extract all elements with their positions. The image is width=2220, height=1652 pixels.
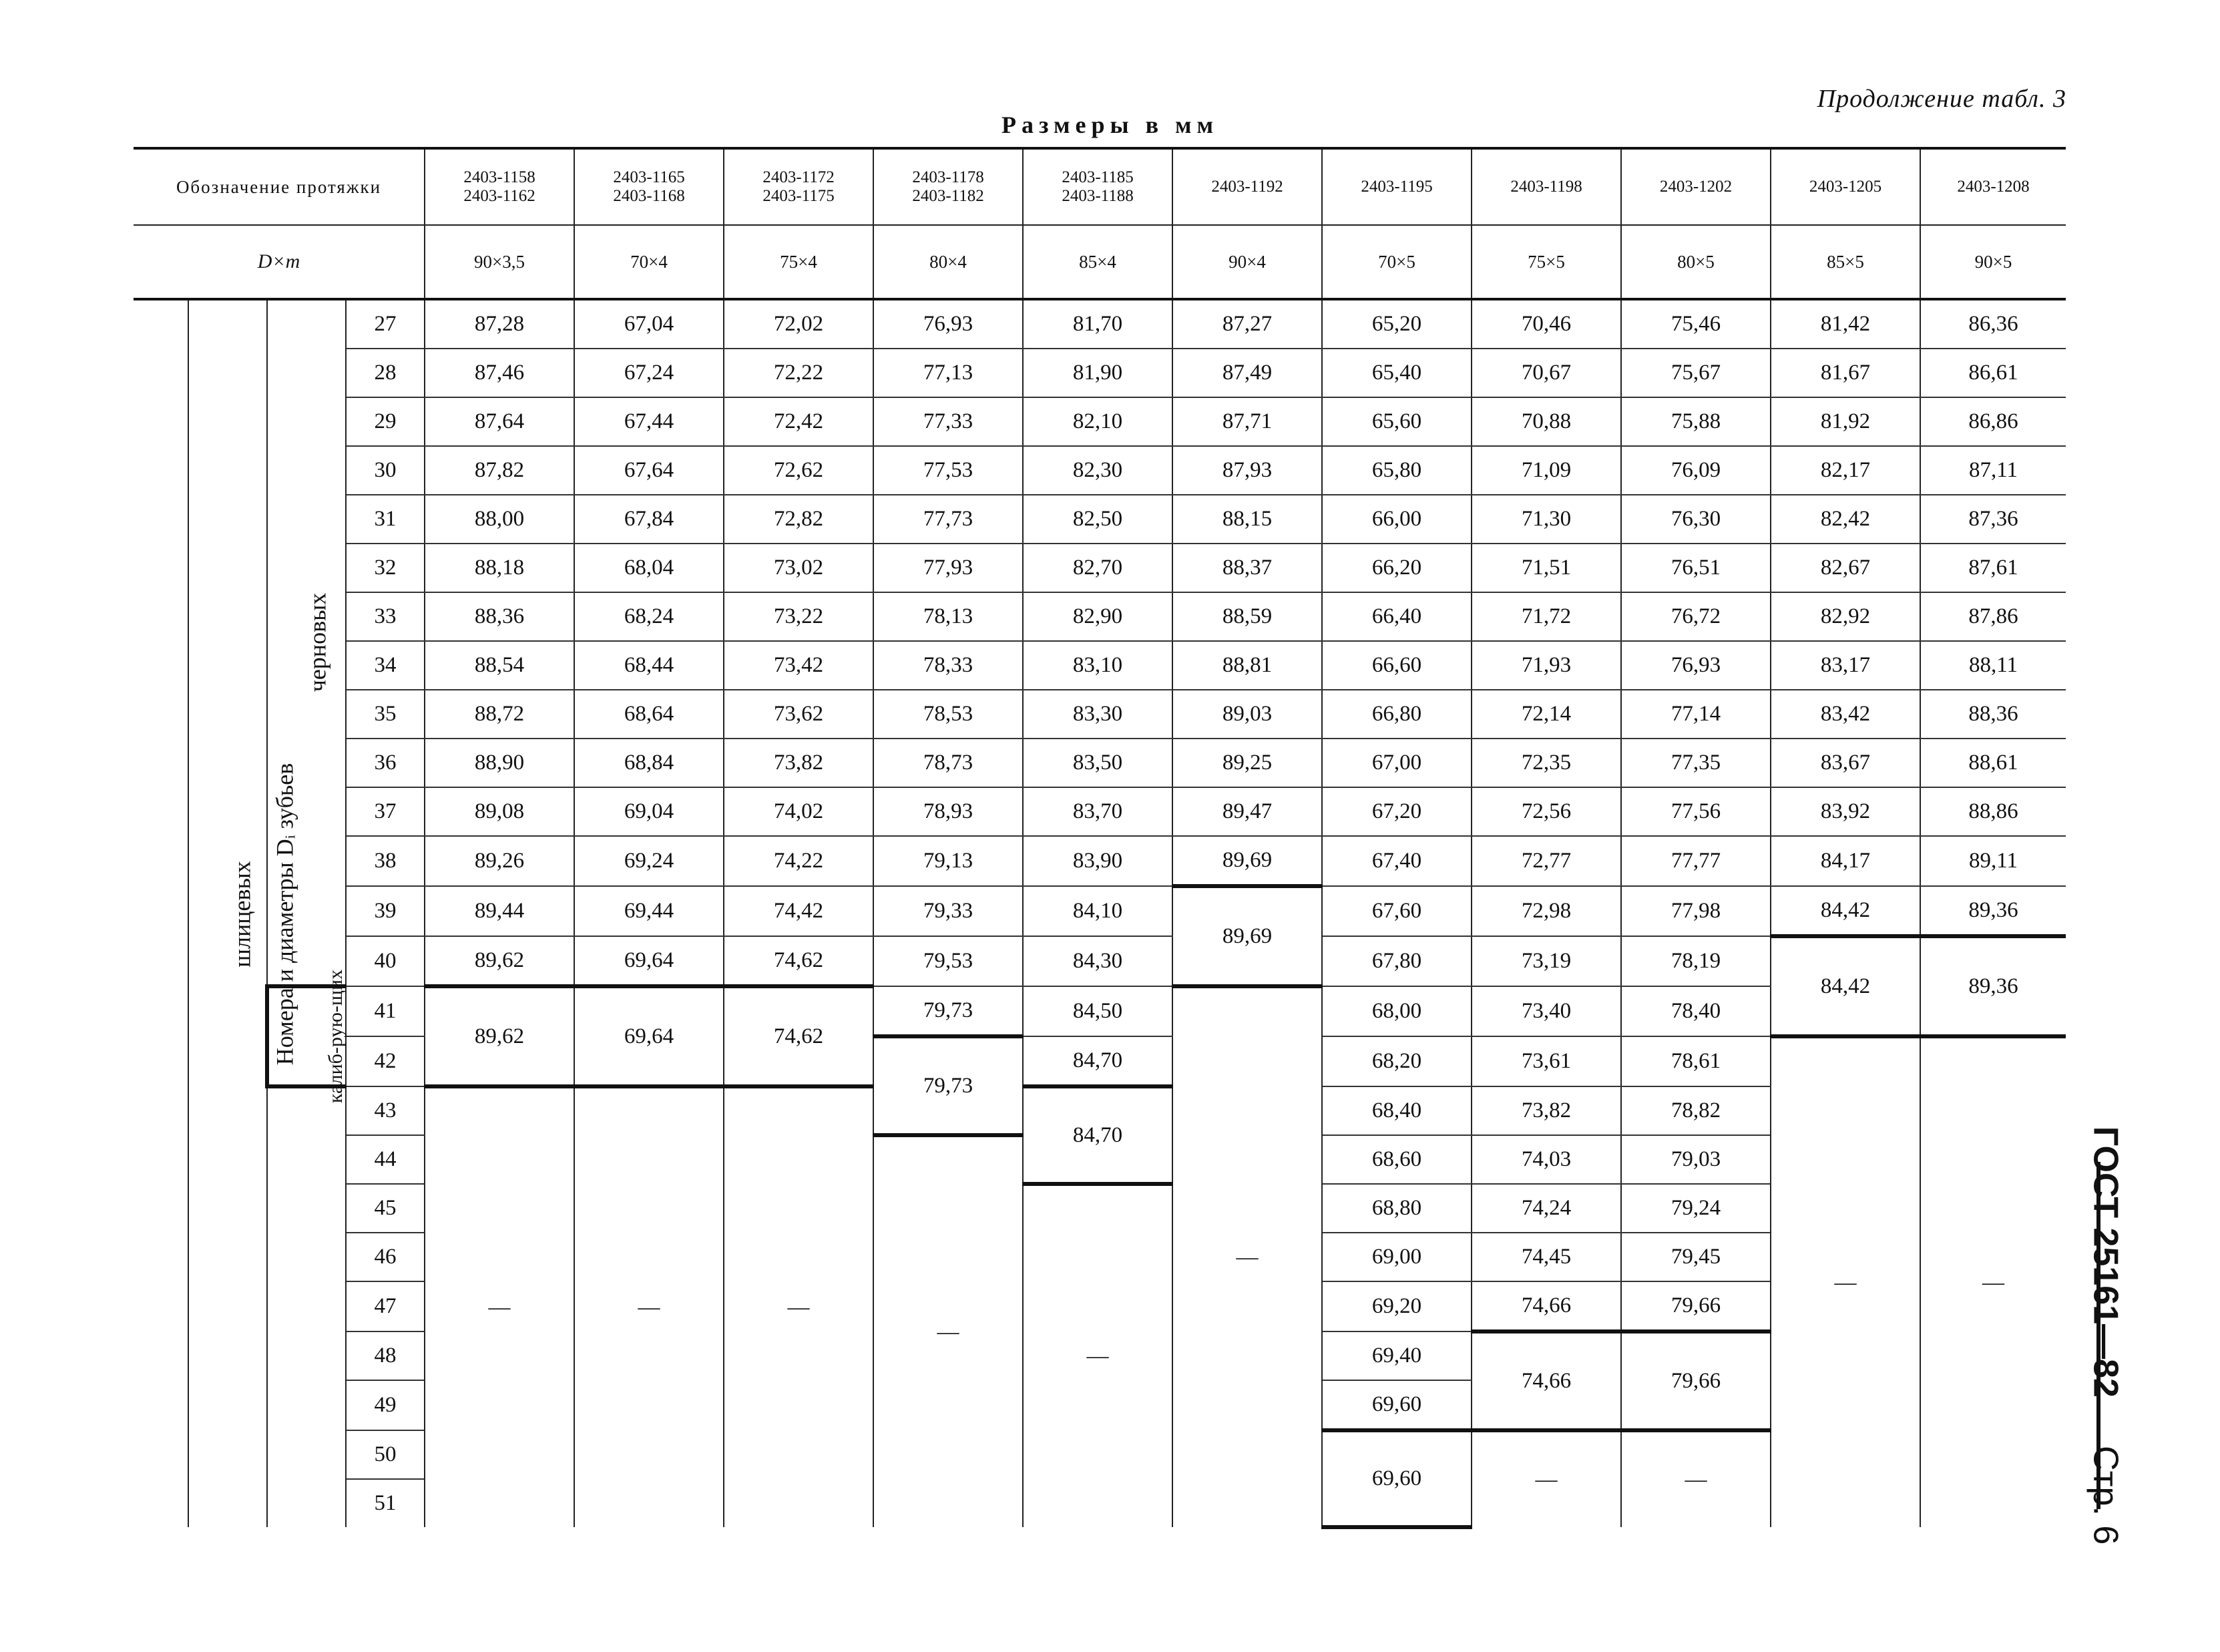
diameter-value: 73,82 (1472, 1086, 1621, 1135)
diameter-value: 89,44 (425, 886, 574, 936)
diameter-value: 73,02 (724, 544, 873, 592)
diameter-value: 72,14 (1472, 690, 1621, 739)
no-value-dash: — (1023, 1184, 1172, 1527)
diameter-value: 78,53 (873, 690, 1023, 739)
tooth-number: 40 (346, 936, 425, 986)
diameter-value: 68,00 (1322, 986, 1472, 1036)
diameter-value: 65,40 (1322, 349, 1472, 397)
diameter-value: 84,70 (1023, 1036, 1172, 1086)
diameter-value: 89,69 (1172, 836, 1322, 886)
diameter-value: 83,50 (1023, 739, 1172, 787)
diameter-value: 67,44 (574, 397, 724, 446)
diameter-value: 88,15 (1172, 495, 1322, 544)
no-value-dash: — (574, 1086, 724, 1527)
diameter-value: 77,56 (1621, 787, 1771, 836)
tooth-number: 33 (346, 592, 425, 641)
diameter-value: 84,10 (1023, 886, 1172, 936)
diameter-value: 81,42 (1771, 299, 1920, 349)
tooth-number: 35 (346, 690, 425, 739)
diameter-value: 69,60 (1322, 1430, 1472, 1527)
tooth-number: 50 (346, 1430, 425, 1479)
broach-code-3: 2403-1178 2403-1182 (873, 148, 1023, 225)
diameter-value: 73,42 (724, 641, 873, 690)
diameter-value: 67,24 (574, 349, 724, 397)
diameter-value: 89,11 (1920, 836, 2066, 886)
no-value-dash: — (1771, 1036, 1920, 1527)
calibrating-text: калиб-рую-щих (324, 969, 347, 1104)
no-value-dash: — (1472, 1430, 1621, 1527)
diameter-value: 78,40 (1621, 986, 1771, 1036)
diameter-value: 88,18 (425, 544, 574, 592)
tooth-number: 44 (346, 1135, 425, 1184)
diameter-value: 71,09 (1472, 446, 1621, 495)
empty-label-cell (267, 1086, 346, 1527)
diameter-value: 82,67 (1771, 544, 1920, 592)
diameter-value: 79,24 (1621, 1184, 1771, 1233)
diameter-value: 68,44 (574, 641, 724, 690)
diameter-value: 78,73 (873, 739, 1023, 787)
no-value-dash: — (724, 1086, 873, 1527)
diameter-value: 69,00 (1322, 1233, 1472, 1281)
diameter-value: 83,10 (1023, 641, 1172, 690)
diameter-value: 69,40 (1322, 1331, 1472, 1380)
diameter-value: 74,02 (724, 787, 873, 836)
diameter-value: 77,14 (1621, 690, 1771, 739)
diameter-value: 87,61 (1920, 544, 2066, 592)
diameter-value: 78,82 (1621, 1086, 1771, 1135)
diameter-value: 78,19 (1621, 936, 1771, 986)
diameter-value: 69,60 (1322, 1380, 1472, 1430)
diameter-value: 72,35 (1472, 739, 1621, 787)
diameter-value: 88,54 (425, 641, 574, 690)
diameter-value: 70,46 (1472, 299, 1621, 349)
spline-label (188, 299, 267, 1527)
diameter-value: 67,84 (574, 495, 724, 544)
dxm-value-1: 70×4 (574, 225, 724, 299)
diameter-value: 68,84 (574, 739, 724, 787)
diameter-value: 89,69 (1172, 886, 1322, 986)
diameter-value: 84,17 (1771, 836, 1920, 886)
diameter-value: 69,20 (1322, 1281, 1472, 1331)
broach-code-6: 2403-1195 (1322, 148, 1472, 225)
tooth-number: 49 (346, 1380, 425, 1430)
gost-number: ГОСТ 25161—82 (2086, 1126, 2125, 1398)
no-value-dash: — (1621, 1430, 1771, 1527)
diameter-value: 74,62 (724, 986, 873, 1086)
dxm-label: D×m (134, 225, 425, 299)
diameter-value: 88,11 (1920, 641, 2066, 690)
diameter-value: 72,02 (724, 299, 873, 349)
diameter-value: 65,60 (1322, 397, 1472, 446)
tooth-number: 41 (346, 986, 425, 1036)
page-number: Стр. 6 (2086, 1446, 2125, 1545)
dxm-value-9: 85×5 (1771, 225, 1920, 299)
diameter-value: 66,60 (1322, 641, 1472, 690)
diameter-value: 89,36 (1920, 886, 2066, 936)
diameter-value: 79,45 (1621, 1233, 1771, 1281)
tooth-number: 45 (346, 1184, 425, 1233)
broach-code-10: 2403-1208 (1920, 148, 2066, 225)
diameter-value: 82,92 (1771, 592, 1920, 641)
diameter-value: 72,22 (724, 349, 873, 397)
diameter-value: 67,60 (1322, 886, 1472, 936)
broach-code-8: 2403-1202 (1621, 148, 1771, 225)
diameter-value: 83,67 (1771, 739, 1920, 787)
diameter-value: 66,40 (1322, 592, 1472, 641)
dxm-value-5: 90×4 (1172, 225, 1322, 299)
tooth-number: 32 (346, 544, 425, 592)
dxm-value-3: 80×4 (873, 225, 1023, 299)
tooth-number: 38 (346, 836, 425, 886)
diameter-value: 71,72 (1472, 592, 1621, 641)
diameter-value: 67,64 (574, 446, 724, 495)
diameter-value: 69,04 (574, 787, 724, 836)
dxm-value-7: 75×5 (1472, 225, 1621, 299)
diameter-value: 74,66 (1472, 1281, 1621, 1331)
diameter-value: 72,77 (1472, 836, 1621, 886)
diameter-value: 79,73 (873, 1036, 1023, 1135)
tooth-number: 29 (346, 397, 425, 446)
diameter-value: 79,66 (1621, 1331, 1771, 1430)
dxm-value-2: 75×4 (724, 225, 873, 299)
dxm-value-6: 70×5 (1322, 225, 1472, 299)
diameter-value: 67,20 (1322, 787, 1472, 836)
diameter-value: 72,82 (724, 495, 873, 544)
no-value-dash: — (1172, 986, 1322, 1527)
diameter-value: 87,86 (1920, 592, 2066, 641)
diameter-value: 87,36 (1920, 495, 2066, 544)
diameter-value: 82,10 (1023, 397, 1172, 446)
diameter-value: 77,73 (873, 495, 1023, 544)
diameter-value: 83,70 (1023, 787, 1172, 836)
broach-code-4: 2403-1185 2403-1188 (1023, 148, 1172, 225)
diameter-value: 72,98 (1472, 886, 1621, 936)
no-value-dash: — (425, 1086, 574, 1527)
diameter-value: 79,13 (873, 836, 1023, 886)
diameter-value: 78,61 (1621, 1036, 1771, 1086)
diameter-value: 82,17 (1771, 446, 1920, 495)
tooth-number: 43 (346, 1086, 425, 1135)
diameter-value: 87,93 (1172, 446, 1322, 495)
diameter-value: 87,46 (425, 349, 574, 397)
diameter-value: 67,80 (1322, 936, 1472, 986)
diameter-value: 76,30 (1621, 495, 1771, 544)
diameter-value: 74,24 (1472, 1184, 1621, 1233)
diameter-value: 88,00 (425, 495, 574, 544)
diameter-value: 67,04 (574, 299, 724, 349)
diameter-value: 70,67 (1472, 349, 1621, 397)
broach-code-2: 2403-1172 2403-1175 (724, 148, 873, 225)
diameter-value: 68,60 (1322, 1135, 1472, 1184)
diameter-value: 89,25 (1172, 739, 1322, 787)
diameter-value: 86,36 (1920, 299, 2066, 349)
diameter-value: 88,81 (1172, 641, 1322, 690)
diameter-value: 87,28 (425, 299, 574, 349)
diameter-value: 84,42 (1771, 886, 1920, 936)
diameter-value: 84,30 (1023, 936, 1172, 986)
diameter-value: 87,49 (1172, 349, 1322, 397)
diameter-value: 87,11 (1920, 446, 2066, 495)
diameter-value: 72,42 (724, 397, 873, 446)
tooth-number: 48 (346, 1331, 425, 1380)
tooth-number: 47 (346, 1281, 425, 1331)
diameter-value: 71,93 (1472, 641, 1621, 690)
no-value-dash: — (1920, 1036, 2066, 1527)
spline-text: шлицевых (228, 860, 256, 968)
diameter-value: 77,98 (1621, 886, 1771, 936)
diameter-value: 68,24 (574, 592, 724, 641)
diameter-value: 89,62 (425, 986, 574, 1086)
diameter-value: 89,03 (1172, 690, 1322, 739)
diameter-value: 83,30 (1023, 690, 1172, 739)
tooth-number: 27 (346, 299, 425, 349)
diameter-value: 87,27 (1172, 299, 1322, 349)
rough-text: черновых (304, 592, 331, 692)
diameter-value: 69,44 (574, 886, 724, 936)
diameter-value: 75,88 (1621, 397, 1771, 446)
diameter-value: 79,33 (873, 886, 1023, 936)
diameter-value: 74,45 (1472, 1233, 1621, 1281)
diameter-value: 89,26 (425, 836, 574, 886)
diameter-value: 88,61 (1920, 739, 2066, 787)
diameter-value: 88,72 (425, 690, 574, 739)
diameter-value: 88,90 (425, 739, 574, 787)
broach-code-9: 2403-1205 (1771, 148, 1920, 225)
tooth-number: 39 (346, 886, 425, 936)
diameter-value: 83,17 (1771, 641, 1920, 690)
diameter-value: 77,53 (873, 446, 1023, 495)
diameter-value: 71,51 (1472, 544, 1621, 592)
diameter-value: 77,33 (873, 397, 1023, 446)
diameter-value: 68,80 (1322, 1184, 1472, 1233)
diameter-value: 76,51 (1621, 544, 1771, 592)
tooth-number: 31 (346, 495, 425, 544)
diameter-value: 75,67 (1621, 349, 1771, 397)
broach-code-7: 2403-1198 (1472, 148, 1621, 225)
diameter-value: 74,62 (724, 936, 873, 986)
diameter-value: 76,93 (873, 299, 1023, 349)
diameter-value: 72,62 (724, 446, 873, 495)
diameter-value: 70,88 (1472, 397, 1621, 446)
diameter-value: 79,73 (873, 986, 1023, 1036)
rows-group-text: Номера и диаметры Dᵢ зубьев (271, 763, 298, 1065)
diameter-value: 89,08 (425, 787, 574, 836)
diameter-value: 74,03 (1472, 1135, 1621, 1184)
diameter-value: 68,20 (1322, 1036, 1472, 1086)
tooth-number: 37 (346, 787, 425, 836)
tooth-number: 36 (346, 739, 425, 787)
diameter-value: 77,93 (873, 544, 1023, 592)
diameter-value: 67,40 (1322, 836, 1472, 886)
diameter-value: 89,62 (425, 936, 574, 986)
dxm-value-0: 90×3,5 (425, 225, 574, 299)
diameter-value: 72,56 (1472, 787, 1621, 836)
broach-code-5: 2403-1192 (1172, 148, 1322, 225)
diameter-value: 69,24 (574, 836, 724, 886)
diameter-value: 78,93 (873, 787, 1023, 836)
diameter-value: 79,66 (1621, 1281, 1771, 1331)
dxm-value-4: 85×4 (1023, 225, 1172, 299)
diameter-value: 81,90 (1023, 349, 1172, 397)
diameter-value: 79,03 (1621, 1135, 1771, 1184)
diameter-value: 88,36 (425, 592, 574, 641)
diameter-value: 86,61 (1920, 349, 2066, 397)
diameter-value: 77,35 (1621, 739, 1771, 787)
diameter-value: 75,46 (1621, 299, 1771, 349)
diameter-value: 83,42 (1771, 690, 1920, 739)
diameter-value: 78,33 (873, 641, 1023, 690)
continuation-note: Продолжение табл. 3 (1817, 85, 2066, 113)
diameter-value: 82,30 (1023, 446, 1172, 495)
diameter-value: 65,20 (1322, 299, 1472, 349)
diameter-value: 89,36 (1920, 936, 2066, 1036)
diameter-value: 74,66 (1472, 1331, 1621, 1430)
diameter-value: 81,67 (1771, 349, 1920, 397)
diameter-value: 88,37 (1172, 544, 1322, 592)
diameter-value: 82,50 (1023, 495, 1172, 544)
no-value-dash: — (873, 1135, 1023, 1527)
diameter-value: 76,93 (1621, 641, 1771, 690)
diameter-value: 68,04 (574, 544, 724, 592)
diameter-value: 76,72 (1621, 592, 1771, 641)
diameter-value: 74,22 (724, 836, 873, 886)
diameter-value: 77,13 (873, 349, 1023, 397)
diameter-value: 68,40 (1322, 1086, 1472, 1135)
diameter-value: 69,64 (574, 986, 724, 1086)
dxm-value-8: 80×5 (1621, 225, 1771, 299)
diameter-value: 81,70 (1023, 299, 1172, 349)
diameter-value: 82,42 (1771, 495, 1920, 544)
diameter-value: 66,80 (1322, 690, 1472, 739)
diameter-value: 87,82 (425, 446, 574, 495)
diameter-value: 88,86 (1920, 787, 2066, 836)
tooth-number: 42 (346, 1036, 425, 1086)
diameter-value: 74,42 (724, 886, 873, 936)
diameter-value: 77,77 (1621, 836, 1771, 886)
diameter-value: 68,64 (574, 690, 724, 739)
diameter-value: 81,92 (1771, 397, 1920, 446)
broach-dimensions-table (134, 147, 2066, 1529)
diameter-value: 87,64 (425, 397, 574, 446)
sizes-note: Размеры в мм (1002, 112, 1219, 138)
dxm-value-10: 90×5 (1920, 225, 2066, 299)
diameter-value: 73,61 (1472, 1036, 1621, 1086)
diameter-value: 88,36 (1920, 690, 2066, 739)
diameter-value: 79,53 (873, 936, 1023, 986)
tooth-number: 51 (346, 1479, 425, 1527)
diameter-value: 82,70 (1023, 544, 1172, 592)
diameter-value: 76,09 (1621, 446, 1771, 495)
diameter-value: 87,71 (1172, 397, 1322, 446)
diameter-value: 66,20 (1322, 544, 1472, 592)
diameter-value: 86,86 (1920, 397, 2066, 446)
diameter-value: 84,42 (1771, 936, 1920, 1036)
broach-code-1: 2403-1165 2403-1168 (574, 148, 724, 225)
diameter-value: 67,00 (1322, 739, 1472, 787)
diameter-value: 89,47 (1172, 787, 1322, 836)
side-stamp (2062, 1126, 2149, 1545)
diameter-value: 84,70 (1023, 1086, 1172, 1184)
diameter-value: 73,22 (724, 592, 873, 641)
diameter-value: 83,90 (1023, 836, 1172, 886)
diameter-value: 73,82 (724, 739, 873, 787)
diameter-value: 65,80 (1322, 446, 1472, 495)
diameter-value: 66,00 (1322, 495, 1472, 544)
diameter-value: 69,64 (574, 936, 724, 986)
diameter-value: 82,90 (1023, 592, 1172, 641)
tooth-number: 46 (346, 1233, 425, 1281)
tooth-number: 28 (346, 349, 425, 397)
broach-code-0: 2403-1158 2403-1162 (425, 148, 574, 225)
tooth-number: 30 (346, 446, 425, 495)
diameter-value: 73,40 (1472, 986, 1621, 1036)
diameter-value: 88,59 (1172, 592, 1322, 641)
diameter-value: 73,19 (1472, 936, 1621, 986)
diameter-value: 78,13 (873, 592, 1023, 641)
tooth-number: 34 (346, 641, 425, 690)
broach-designation-label: Обозначение протяжки (134, 148, 425, 225)
diameter-value: 83,92 (1771, 787, 1920, 836)
diameter-value: 71,30 (1472, 495, 1621, 544)
diameter-value: 84,50 (1023, 986, 1172, 1036)
diameter-value: 73,62 (724, 690, 873, 739)
